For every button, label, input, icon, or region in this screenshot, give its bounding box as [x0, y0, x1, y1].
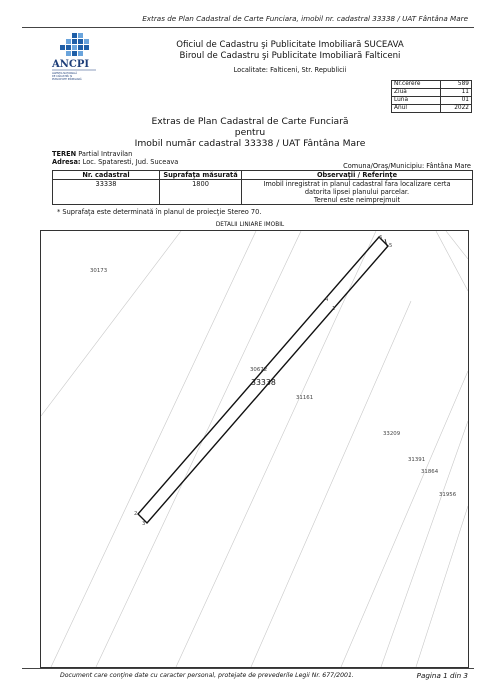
teren-info: [52, 150, 178, 166]
page-number: Pagina 1 din 3: [416, 671, 468, 680]
col-observatii: Observaţii / Referinţe: [242, 171, 473, 180]
cell-observatii: Imobil inregistrat in planul cadastral fara localizare certa datorita lipsei planului parcelar. Terenul este neimprejmuit: [242, 180, 473, 205]
neighbor-parcel-label: 33209: [383, 431, 401, 437]
cadastral-table: [52, 170, 473, 205]
footer-note: Document care conţine date cu caracter personal, protejate de prevederile Legii Nr. 677/2001.: [60, 672, 354, 679]
request-row: Luna 01: [392, 97, 472, 105]
partial-parcel-label: 30672: [250, 367, 268, 373]
neighbor-parcel-label: 31161: [296, 395, 314, 401]
office-line-2: Biroul de Cadastru şi Publicitate Imobiliară Falticeni: [179, 51, 401, 61]
plan-title: DETALII LINIARE IMOBIL: [215, 222, 285, 228]
ancpi-logo: [50, 30, 110, 82]
col-suprafata: Suprafaţa măsurată: [160, 171, 242, 180]
header-document-title: Extras de Plan Cadastral de Carte Funciara, imobil nr. cadastral 33338 / UAT Fântâna Mare: [142, 14, 468, 23]
vertex-label: 1: [332, 306, 336, 312]
svg-text:PUBLICITATE IMOBILIARĂ: PUBLICITATE IMOBILIARĂ: [52, 78, 82, 81]
request-row: Anul 2022: [392, 105, 472, 113]
footer-divider: [22, 668, 474, 669]
comuna-label: Comuna/Oraş/Municipiu: Fântâna Mare: [343, 162, 471, 170]
cadastral-plan: [40, 230, 469, 668]
request-row: Ziua 11: [392, 89, 472, 97]
office-heading: [140, 40, 440, 62]
vertex-label: 5: [389, 243, 393, 249]
teren-value: Partial Intravilan: [78, 150, 133, 158]
locality: Localitate: Falticeni, Str. Republicii: [233, 66, 347, 74]
vertex-label: 2: [134, 511, 138, 517]
neighbor-parcel-label: 30173: [90, 268, 108, 274]
request-table: [391, 80, 472, 113]
vertex-label: 4: [325, 297, 329, 303]
address-label: Adresa:: [52, 158, 81, 166]
neighbor-parcel-label: 31864: [421, 469, 439, 475]
surface-note: * Suprafaţa este determinată în planul de proiecţie Stereo 70.: [57, 208, 262, 216]
teren-label: TEREN: [52, 150, 77, 158]
neighbor-parcel-label: 31956: [439, 492, 457, 498]
office-line-1: Oficiul de Cadastru şi Publicitate Imobiliară SUCEAVA: [176, 40, 404, 50]
cell-suprafata: 1800: [160, 180, 242, 205]
request-row: Nr.cerere 589: [392, 81, 472, 89]
address-value: Loc. Spataresti, Jud. Suceava: [82, 158, 179, 166]
svg-text:DE CADASTRU ŞI: DE CADASTRU ŞI: [52, 75, 73, 78]
neighbor-boundaries: [41, 231, 468, 667]
cell-nr-cadastral: 33338: [53, 180, 160, 205]
neighbor-parcel-label: 31391: [408, 457, 426, 463]
svg-text:ANCPI: ANCPI: [52, 59, 90, 70]
header-divider: [22, 27, 474, 28]
vertex-label: 3: [142, 521, 146, 527]
parcel-main-label: 33338: [251, 378, 276, 387]
table-row: [53, 180, 473, 205]
col-nr-cadastral: Nr. cadastral: [53, 171, 160, 180]
page-title: Extras de Plan Cadastral de Carte Funciară pentru Imobil număr cadastral 33338 / UAT Fântâna Mare: [134, 116, 366, 149]
svg-text:AGENŢIA NAŢIONALĂ: AGENŢIA NAŢIONALĂ: [52, 72, 77, 75]
vertex-label: 6: [379, 235, 383, 241]
